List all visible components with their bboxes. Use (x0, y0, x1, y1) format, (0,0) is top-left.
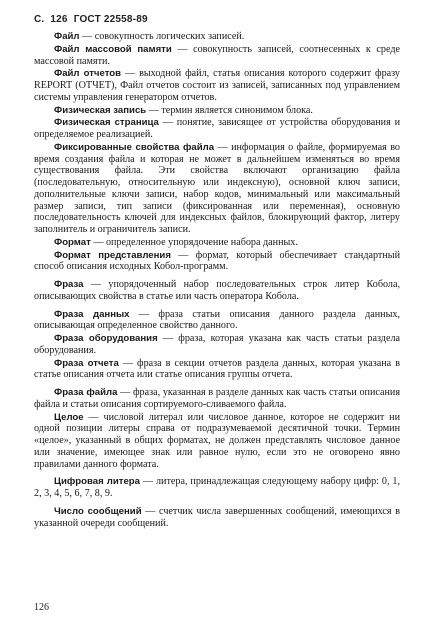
entry-definition: — термин является синонимом блока. (146, 104, 313, 116)
glossary-body (34, 31, 400, 529)
entry-definition: — формат, который обеспечивает стандартный способ описания исходных Кобол-программ. (34, 249, 400, 273)
glossary-entry (34, 44, 400, 68)
header-standard-code: ГОСТ 22558-89 (73, 14, 148, 25)
header-page-number: 126 (50, 14, 68, 25)
glossary-entry (34, 142, 400, 236)
entry-definition: — счетчик числа завершенных сообщений, имеющихся в указанной очереди сообщений. (34, 505, 400, 529)
entry-definition: — выходной файл, статья описания которого содержит фразу REPORT (ОТЧЕТ), Файл отчетов состоит из записей, записанных под управлением системы управления генератором отчетов. (34, 68, 400, 103)
glossary-entry (34, 279, 400, 303)
glossary-entry (34, 333, 400, 357)
entry-definition: — совокупность логических записей. (79, 31, 245, 42)
entry-definition: — фраза в секции отчетов раздела данных, которая указана в статье описания отчета или статье описания группы отчета. (34, 357, 400, 381)
entry-term: Фраза файла (54, 387, 118, 398)
entry-definition: — фраза статьи описания данного раздела данных, описывающая определенное свойство данного. (34, 308, 400, 332)
running-header (34, 14, 400, 25)
glossary-entry (34, 105, 400, 117)
glossary-entry (34, 250, 400, 274)
entry-definition: — определенное упорядочение набора данных. (90, 236, 298, 248)
entry-definition: — литера, принадлежащая следующему набору цифр: 0, 1, 2, 3, 4, 5, 6, 7, 8, 9. (34, 476, 400, 499)
entry-definition: — информация о файле, формируемая во время создания файла и которая не может в дальнейшем изменяться во время существования файла. Эти свойства включают организацию файла (последовательную, относительную или индексную), основной ключ записи, дополнительные ключи записи, набор кодов, минимальный или максимальный размер записи, тип записи (фиксированная или переменная), основную последовательность ключей для индексных файлов, блокирующий фактор, литеру заполнитель и ограничитель записи. (34, 141, 400, 235)
entry-definition: — числовой литерал или числовое данное, которое не содержит ни одной позиции литеры справа от подразумеваемой десятичной точки. Термин «целое», указанный в общих форматах, не должен представлять числовое данное или значение, имеющее знак или равное нулю, если это не оговорено явно правилами данного формата. (34, 411, 400, 470)
glossary-entry (34, 68, 400, 103)
entry-term: Физическая запись (54, 104, 147, 116)
entry-term: Целое (54, 411, 84, 423)
page-footer-number: 126 (34, 602, 49, 613)
entry-term: Фраза отчета (54, 357, 119, 369)
glossary-entry (34, 309, 400, 333)
entry-term: Физическая страница (54, 117, 159, 129)
header-section-mark: С. (34, 14, 45, 25)
entry-definition: — упорядоченный набор последовательных строк литер Кобола, описывающих свойства в статье или часть оператора Кобола. (34, 279, 400, 302)
glossary-entry (34, 31, 400, 43)
entry-term: Формат (54, 236, 91, 248)
glossary-entry (34, 387, 400, 411)
entry-term: Файл (54, 31, 80, 42)
entry-definition: — фраза, которая указана как часть статьи раздела оборудования. (34, 333, 401, 356)
entry-term: Фраза данных (54, 308, 130, 320)
entry-definition: — понятие, зависящее от устройства оборудования и определяемое реализацией. (34, 117, 400, 140)
entry-term: Файл массовой памяти (54, 43, 172, 55)
entry-definition: — совокупность записей, соотнесенных к среде массовой памяти. (34, 43, 400, 67)
glossary-entry (34, 476, 400, 500)
entry-term: Файл отчетов (54, 68, 122, 80)
glossary-entry (34, 412, 400, 471)
entry-term: Число сообщений (54, 505, 142, 517)
glossary-entry (34, 506, 400, 530)
glossary-entry (34, 358, 400, 382)
glossary-entry (34, 237, 400, 249)
entry-term: Фиксированные свойства файла (54, 141, 215, 153)
glossary-entry (34, 117, 400, 141)
entry-term: Цифровая литера (54, 476, 141, 488)
entry-definition: — фраза, указанная в разделе данных как часть статьи описания файла и статьи описания сортируемого-сливаемого файла. (34, 387, 400, 410)
entry-term: Фраза (54, 279, 84, 290)
entry-term: Формат представления (54, 249, 171, 261)
entry-term: Фраза оборудования (54, 333, 158, 344)
